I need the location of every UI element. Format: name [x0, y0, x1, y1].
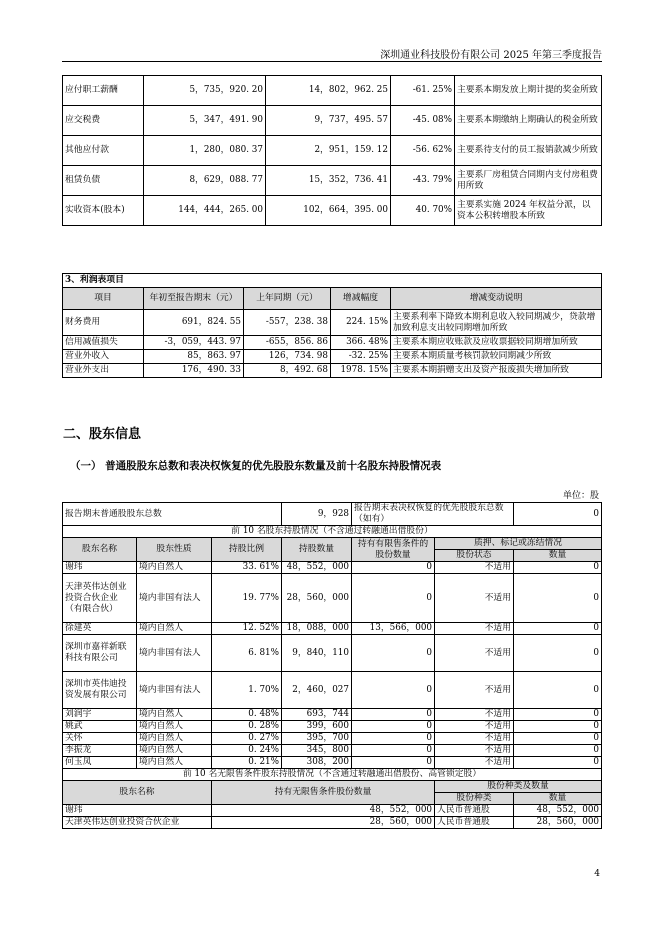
holder-status: 不适用 [435, 562, 514, 574]
holder-num: 0 [514, 757, 602, 769]
unit-label: 单位：股 [562, 491, 599, 501]
holder-restricted: 0 [352, 709, 435, 721]
header-current: 年初至报告期末（元） [144, 288, 244, 310]
holder-qty: 395，700 [282, 733, 352, 745]
header-u-type-group: 股份种类及数量 [435, 781, 602, 793]
item-cell: 实收资本(股本) [63, 196, 144, 226]
current-cell: -3，059，443. 97 [144, 336, 244, 350]
item-cell: 应付职工薪酬 [63, 76, 144, 106]
holder-ratio: 0. 28% [212, 721, 282, 733]
table-header-row [63, 288, 602, 310]
reason-cell: 主要系待支付的员工报销款减少所致 [455, 136, 602, 166]
change-cell: -56. 62% [391, 136, 455, 166]
table-row [63, 635, 602, 672]
current-cell: 85，863. 97 [144, 350, 244, 364]
change-cell: -45. 08% [391, 106, 455, 136]
header-u-type: 股份种类 [435, 793, 514, 805]
page-header [0, 0, 662, 63]
current-cell: 1，280，080. 37 [144, 136, 266, 166]
income-change-table [62, 273, 602, 378]
pref-holders-label: 报告期末表决权恢复的优先股股东总数（如有） [352, 503, 514, 526]
holder-ratio: 0. 24% [212, 745, 282, 757]
holder-name: 深圳市英伟迪投资发展有限公司 [63, 672, 137, 709]
balance-change-table [62, 75, 602, 226]
holder-ratio: 1. 70% [212, 672, 282, 709]
reason-cell: 主要系本期捐赠支出及资产报废损失增加所致 [391, 364, 602, 378]
previous-cell: -655，856. 86 [244, 336, 331, 350]
holder-status: 不适用 [435, 672, 514, 709]
holder-num: 0 [514, 745, 602, 757]
item-cell: 营业外收入 [63, 350, 144, 364]
item-cell: 信用减值损失 [63, 336, 144, 350]
reason-cell: 主要系本期缴纳上期确认的税金所致 [455, 106, 602, 136]
reason-cell: 主要系利率下降致本期利息收入较同期减少，贷款增加致利息支出较同期增加所致 [391, 310, 602, 336]
u-holder-num: 48，552，000 [514, 805, 602, 817]
holder-status: 不适用 [435, 574, 514, 623]
holder-qty: 28，560，000 [282, 574, 352, 623]
table-row [63, 721, 602, 733]
holder-status: 不适用 [435, 623, 514, 635]
holder-num: 0 [514, 623, 602, 635]
header-reason: 增减变动说明 [391, 288, 602, 310]
table-row [63, 745, 602, 757]
table-row [63, 136, 602, 166]
reason-cell: 主要系实施 2024 年权益分派，以资本公积转增股本所致 [455, 196, 602, 226]
holder-ratio: 0. 21% [212, 757, 282, 769]
previous-cell: 2，951，159. 12 [266, 136, 391, 166]
current-cell: 5，347，491. 90 [144, 106, 266, 136]
current-cell: 5，735，920. 20 [144, 76, 266, 106]
table-row [63, 574, 602, 623]
previous-cell: 9，737，495. 57 [266, 106, 391, 136]
holder-status: 不适用 [435, 745, 514, 757]
holder-nature: 境内非国有法人 [137, 635, 212, 672]
table-row [63, 733, 602, 745]
reason-cell: 主要系厂房租赁合同期内支付房租费用所致 [455, 166, 602, 196]
holder-nature: 境内自然人 [137, 721, 212, 733]
header-name: 股东名称 [63, 538, 137, 562]
holder-nature: 境内自然人 [137, 562, 212, 574]
table-row [63, 336, 602, 350]
holder-ratio: 0. 27% [212, 733, 282, 745]
holder-qty: 48，552，000 [282, 562, 352, 574]
table-row [63, 166, 602, 196]
income-section-title: 3、利润表项目 [63, 274, 602, 288]
holder-nature: 境内自然人 [137, 709, 212, 721]
change-cell: 1978. 15% [331, 364, 391, 378]
change-cell: 224. 15% [331, 310, 391, 336]
item-cell: 财务费用 [63, 310, 144, 336]
holder-ratio: 6. 81% [212, 635, 282, 672]
table-header-row [63, 781, 602, 793]
holder-num: 0 [514, 562, 602, 574]
holder-ratio: 0. 48% [212, 709, 282, 721]
previous-cell: 14，802，962. 25 [266, 76, 391, 106]
holder-name: 天津英伟达创业投资合伙企业（有限合伙） [63, 574, 137, 623]
previous-cell: 126，734. 98 [244, 350, 331, 364]
header-restricted: 持有有限售条件的股份数量 [352, 538, 435, 562]
holder-qty: 345，800 [282, 745, 352, 757]
section-title-shareholders: 二、股东信息 [63, 427, 142, 442]
table-row [63, 364, 602, 378]
header-u-num: 数量 [514, 793, 602, 805]
change-cell: 40. 70% [391, 196, 455, 226]
change-cell: 366. 48% [331, 336, 391, 350]
holder-num: 0 [514, 721, 602, 733]
u-holder-qty: 28，560，000 [212, 817, 435, 829]
current-cell: 144，444，265. 00 [144, 196, 266, 226]
holder-restricted: 0 [352, 733, 435, 745]
table-row [63, 310, 602, 336]
holder-status: 不适用 [435, 733, 514, 745]
holder-qty: 308，200 [282, 757, 352, 769]
header-u-qty: 持有无限售条件股份数量 [212, 781, 435, 805]
reason-cell: 主要系本期应收账款及应收票据较同期增加所致 [391, 336, 602, 350]
holder-name: 深圳市嘉祥新联科技有限公司 [63, 635, 137, 672]
current-cell: 8，629，088. 77 [144, 166, 266, 196]
item-cell: 其他应付款 [63, 136, 144, 166]
holder-restricted: 0 [352, 721, 435, 733]
page-number: 4 [594, 869, 600, 879]
table-row [63, 623, 602, 635]
holder-restricted: 0 [352, 574, 435, 623]
holder-nature: 境内自然人 [137, 733, 212, 745]
holder-qty: 693，744 [282, 709, 352, 721]
item-cell: 租赁负债 [63, 166, 144, 196]
header-status: 股份状态 [435, 550, 514, 562]
header-pledge: 质押、标记或冻结情况 [435, 538, 602, 550]
holder-status: 不适用 [435, 635, 514, 672]
shareholder-table [62, 502, 602, 829]
holder-qty: 18，088，000 [282, 623, 352, 635]
total-holders-label: 报告期末普通股股东总数 [63, 503, 282, 526]
holder-name: 姚武 [63, 721, 137, 733]
current-cell: 691，824. 55 [144, 310, 244, 336]
header-nature: 股东性质 [137, 538, 212, 562]
holder-name: 何玉凤 [63, 757, 137, 769]
holder-nature: 境内自然人 [137, 745, 212, 757]
holder-ratio: 19. 77% [212, 574, 282, 623]
summary-row [63, 503, 602, 526]
holder-num: 0 [514, 635, 602, 672]
u-holder-qty: 48，552，000 [212, 805, 435, 817]
holder-restricted: 0 [352, 635, 435, 672]
holder-nature: 境内自然人 [137, 623, 212, 635]
current-cell: 176，490. 33 [144, 364, 244, 378]
header-u-name: 股东名称 [63, 781, 212, 805]
table-row [63, 76, 602, 106]
holder-qty: 2，460，027 [282, 672, 352, 709]
table-row [63, 709, 602, 721]
table-row [63, 562, 602, 574]
report-title: 深圳通业科技股份有限公司 2025 年第三季度报告 [380, 50, 602, 61]
holder-name: 徐建英 [63, 623, 137, 635]
table-row [63, 672, 602, 709]
header-ratio: 持股比例 [212, 538, 282, 562]
holder-num: 0 [514, 574, 602, 623]
holder-status: 不适用 [435, 709, 514, 721]
previous-cell: 15，352，736. 41 [266, 166, 391, 196]
table-row [63, 196, 602, 226]
holder-name: 刘润宇 [63, 709, 137, 721]
header-rule [62, 61, 602, 62]
holder-status: 不适用 [435, 721, 514, 733]
holder-restricted: 0 [352, 562, 435, 574]
item-cell: 应交税费 [63, 106, 144, 136]
top10-title: 前 10 名股东持股情况（不含通过转融通出借股份） [63, 526, 602, 538]
u-holder-type: 人民币普通股 [435, 817, 514, 829]
holder-restricted: 0 [352, 757, 435, 769]
pref-holders-value: 0 [514, 503, 602, 526]
u-holder-num: 28，560，000 [514, 817, 602, 829]
holder-name: 关怀 [63, 733, 137, 745]
header-qty: 持股数量 [282, 538, 352, 562]
holder-num: 0 [514, 733, 602, 745]
u-holder-name: 谢玮 [63, 805, 212, 817]
total-holders-value: 9，928 [282, 503, 352, 526]
previous-cell: 8，492. 68 [244, 364, 331, 378]
holder-ratio: 12. 52% [212, 623, 282, 635]
holder-num: 0 [514, 672, 602, 709]
table-section-row [63, 274, 602, 288]
change-cell: -61. 25% [391, 76, 455, 106]
holder-nature: 境内自然人 [137, 757, 212, 769]
header-change: 增减幅度 [331, 288, 391, 310]
previous-cell: -557，238. 38 [244, 310, 331, 336]
table-row [63, 106, 602, 136]
reason-cell: 主要系本期发放上期计提的奖金所致 [455, 76, 602, 106]
table-row [63, 350, 602, 364]
table-row [63, 805, 602, 817]
table-row [63, 757, 602, 769]
holder-restricted: 0 [352, 745, 435, 757]
header-num: 数量 [514, 550, 602, 562]
holder-ratio: 33. 61% [212, 562, 282, 574]
header-item: 项目 [63, 288, 144, 310]
unrestricted-title: 前 10 名无限售条件股东持股情况（不含通过转融通出借股份、高管锁定股） [63, 769, 602, 781]
change-cell: -43. 79% [391, 166, 455, 196]
holder-num: 0 [514, 709, 602, 721]
holder-restricted: 0 [352, 672, 435, 709]
reason-cell: 主要系本期质量考核罚款较同期减少所致 [391, 350, 602, 364]
holder-nature: 境内非国有法人 [137, 672, 212, 709]
subsection-title: （一） 普通股股东总数和表决权恢复的优先股股东数量及前十名股东持股情况表 [70, 460, 442, 472]
u-holder-name: 天津英伟达创业投资合伙企业 [63, 817, 212, 829]
holder-status: 不适用 [435, 757, 514, 769]
holder-nature: 境内非国有法人 [137, 574, 212, 623]
item-cell: 营业外支出 [63, 364, 144, 378]
previous-cell: 102，664，395. 00 [266, 196, 391, 226]
header-previous: 上年同期（元） [244, 288, 331, 310]
holder-name: 李振龙 [63, 745, 137, 757]
holder-qty: 9，840，110 [282, 635, 352, 672]
change-cell: -32. 25% [331, 350, 391, 364]
holder-qty: 399，600 [282, 721, 352, 733]
table-caption-row [63, 769, 602, 781]
table-row [63, 817, 602, 829]
table-caption-row [63, 526, 602, 538]
holder-restricted: 13，566，000 [352, 623, 435, 635]
u-holder-type: 人民币普通股 [435, 805, 514, 817]
holder-name: 谢玮 [63, 562, 137, 574]
table-header-row [63, 538, 602, 550]
